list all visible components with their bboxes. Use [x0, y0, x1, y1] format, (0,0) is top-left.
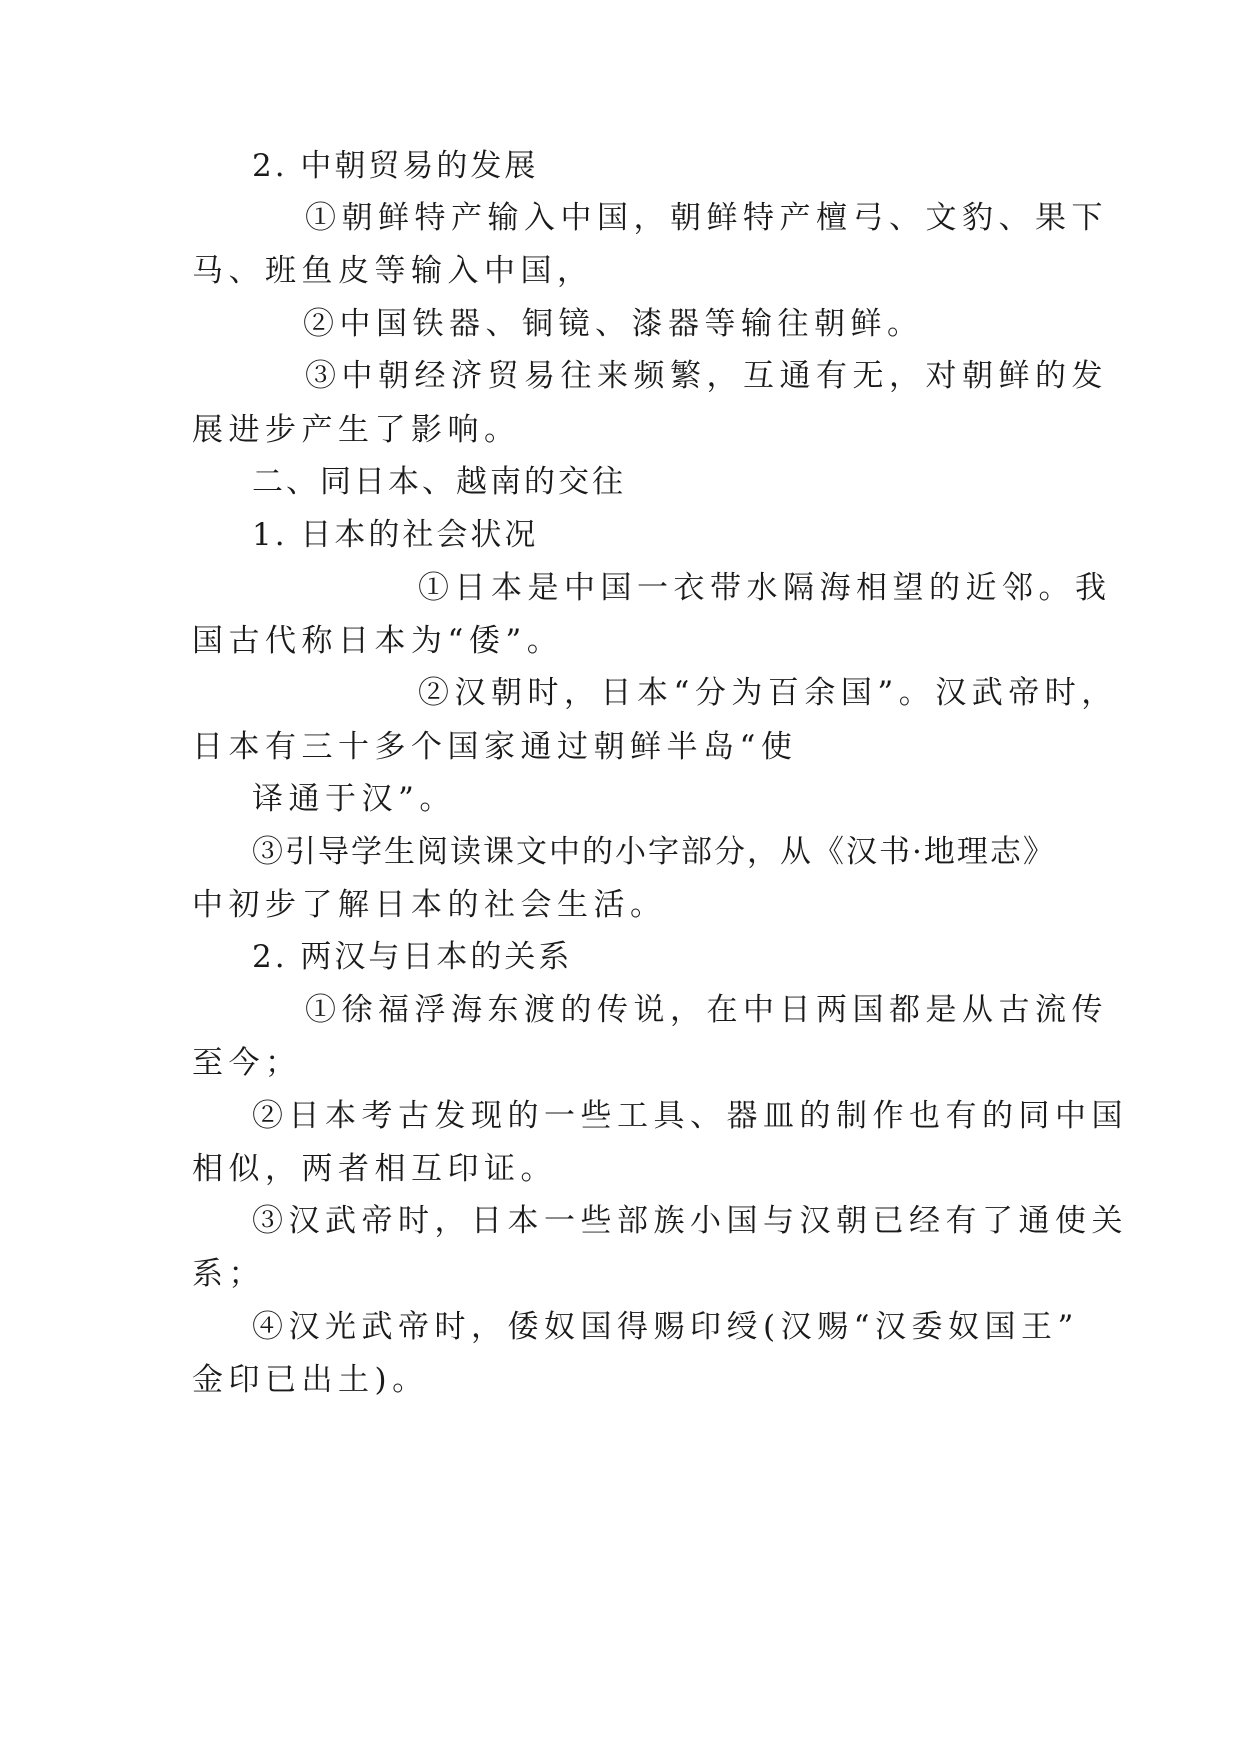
- paragraph-line: ③中朝经济贸易往来频繁，互通有无，对朝鲜的发: [305, 358, 1108, 394]
- paragraph-line: 日本有三十多个国家通过朝鲜半岛“使: [192, 729, 798, 765]
- paragraph-line: 相似，两者相互印证。: [192, 1151, 557, 1187]
- paragraph-line: 系；: [192, 1256, 265, 1292]
- paragraph-line: ④汉光武帝时，倭奴国得赐印绶(汉赐“汉委奴国王”: [252, 1309, 1079, 1345]
- paragraph-line: 展进步产生了影响。: [192, 412, 521, 448]
- section-heading-han-japan-relations: 2. 两汉与日本的关系: [252, 939, 573, 975]
- paragraph-line: ①徐福浮海东渡的传说，在中日两国都是从古流传: [305, 992, 1108, 1028]
- paragraph-line: 马、班鱼皮等输入中国，: [192, 253, 594, 289]
- paragraph-line: 金印已出土)。: [192, 1362, 429, 1398]
- paragraph-line: 国古代称日本为“倭”。: [192, 623, 564, 659]
- paragraph-line: ①日本是中国一衣带水隔海相望的近邻。我: [418, 570, 1112, 606]
- paragraph-line: ②中国铁器、铜镜、漆器等输往朝鲜。: [303, 306, 924, 342]
- section-heading-japan-vietnam: 二、同日本、越南的交往: [252, 464, 626, 500]
- paragraph-line: ②汉朝时，日本“分为百余国”。汉武帝时，: [418, 675, 1118, 711]
- section-heading-trade-development: 2. 中朝贸易的发展: [252, 148, 539, 184]
- section-heading-japan-society: 1. 日本的社会状况: [252, 517, 539, 553]
- paragraph-line: 至今；: [192, 1045, 302, 1081]
- paragraph-line: ②日本考古发现的一些工具、器皿的制作也有的同中国: [252, 1098, 1128, 1134]
- paragraph-line: ①朝鲜特产输入中国，朝鲜特产檀弓、文豹、果下: [305, 200, 1108, 236]
- paragraph-line: 译通于汉”。: [252, 781, 456, 817]
- paragraph-line: 中初步了解日本的社会生活。: [192, 887, 667, 923]
- paragraph-line: ③汉武帝时，日本一些部族小国与汉朝已经有了通使关: [252, 1203, 1128, 1239]
- paragraph-line: ③引导学生阅读课文中的小字部分，从《汉书·地理志》: [252, 834, 1056, 870]
